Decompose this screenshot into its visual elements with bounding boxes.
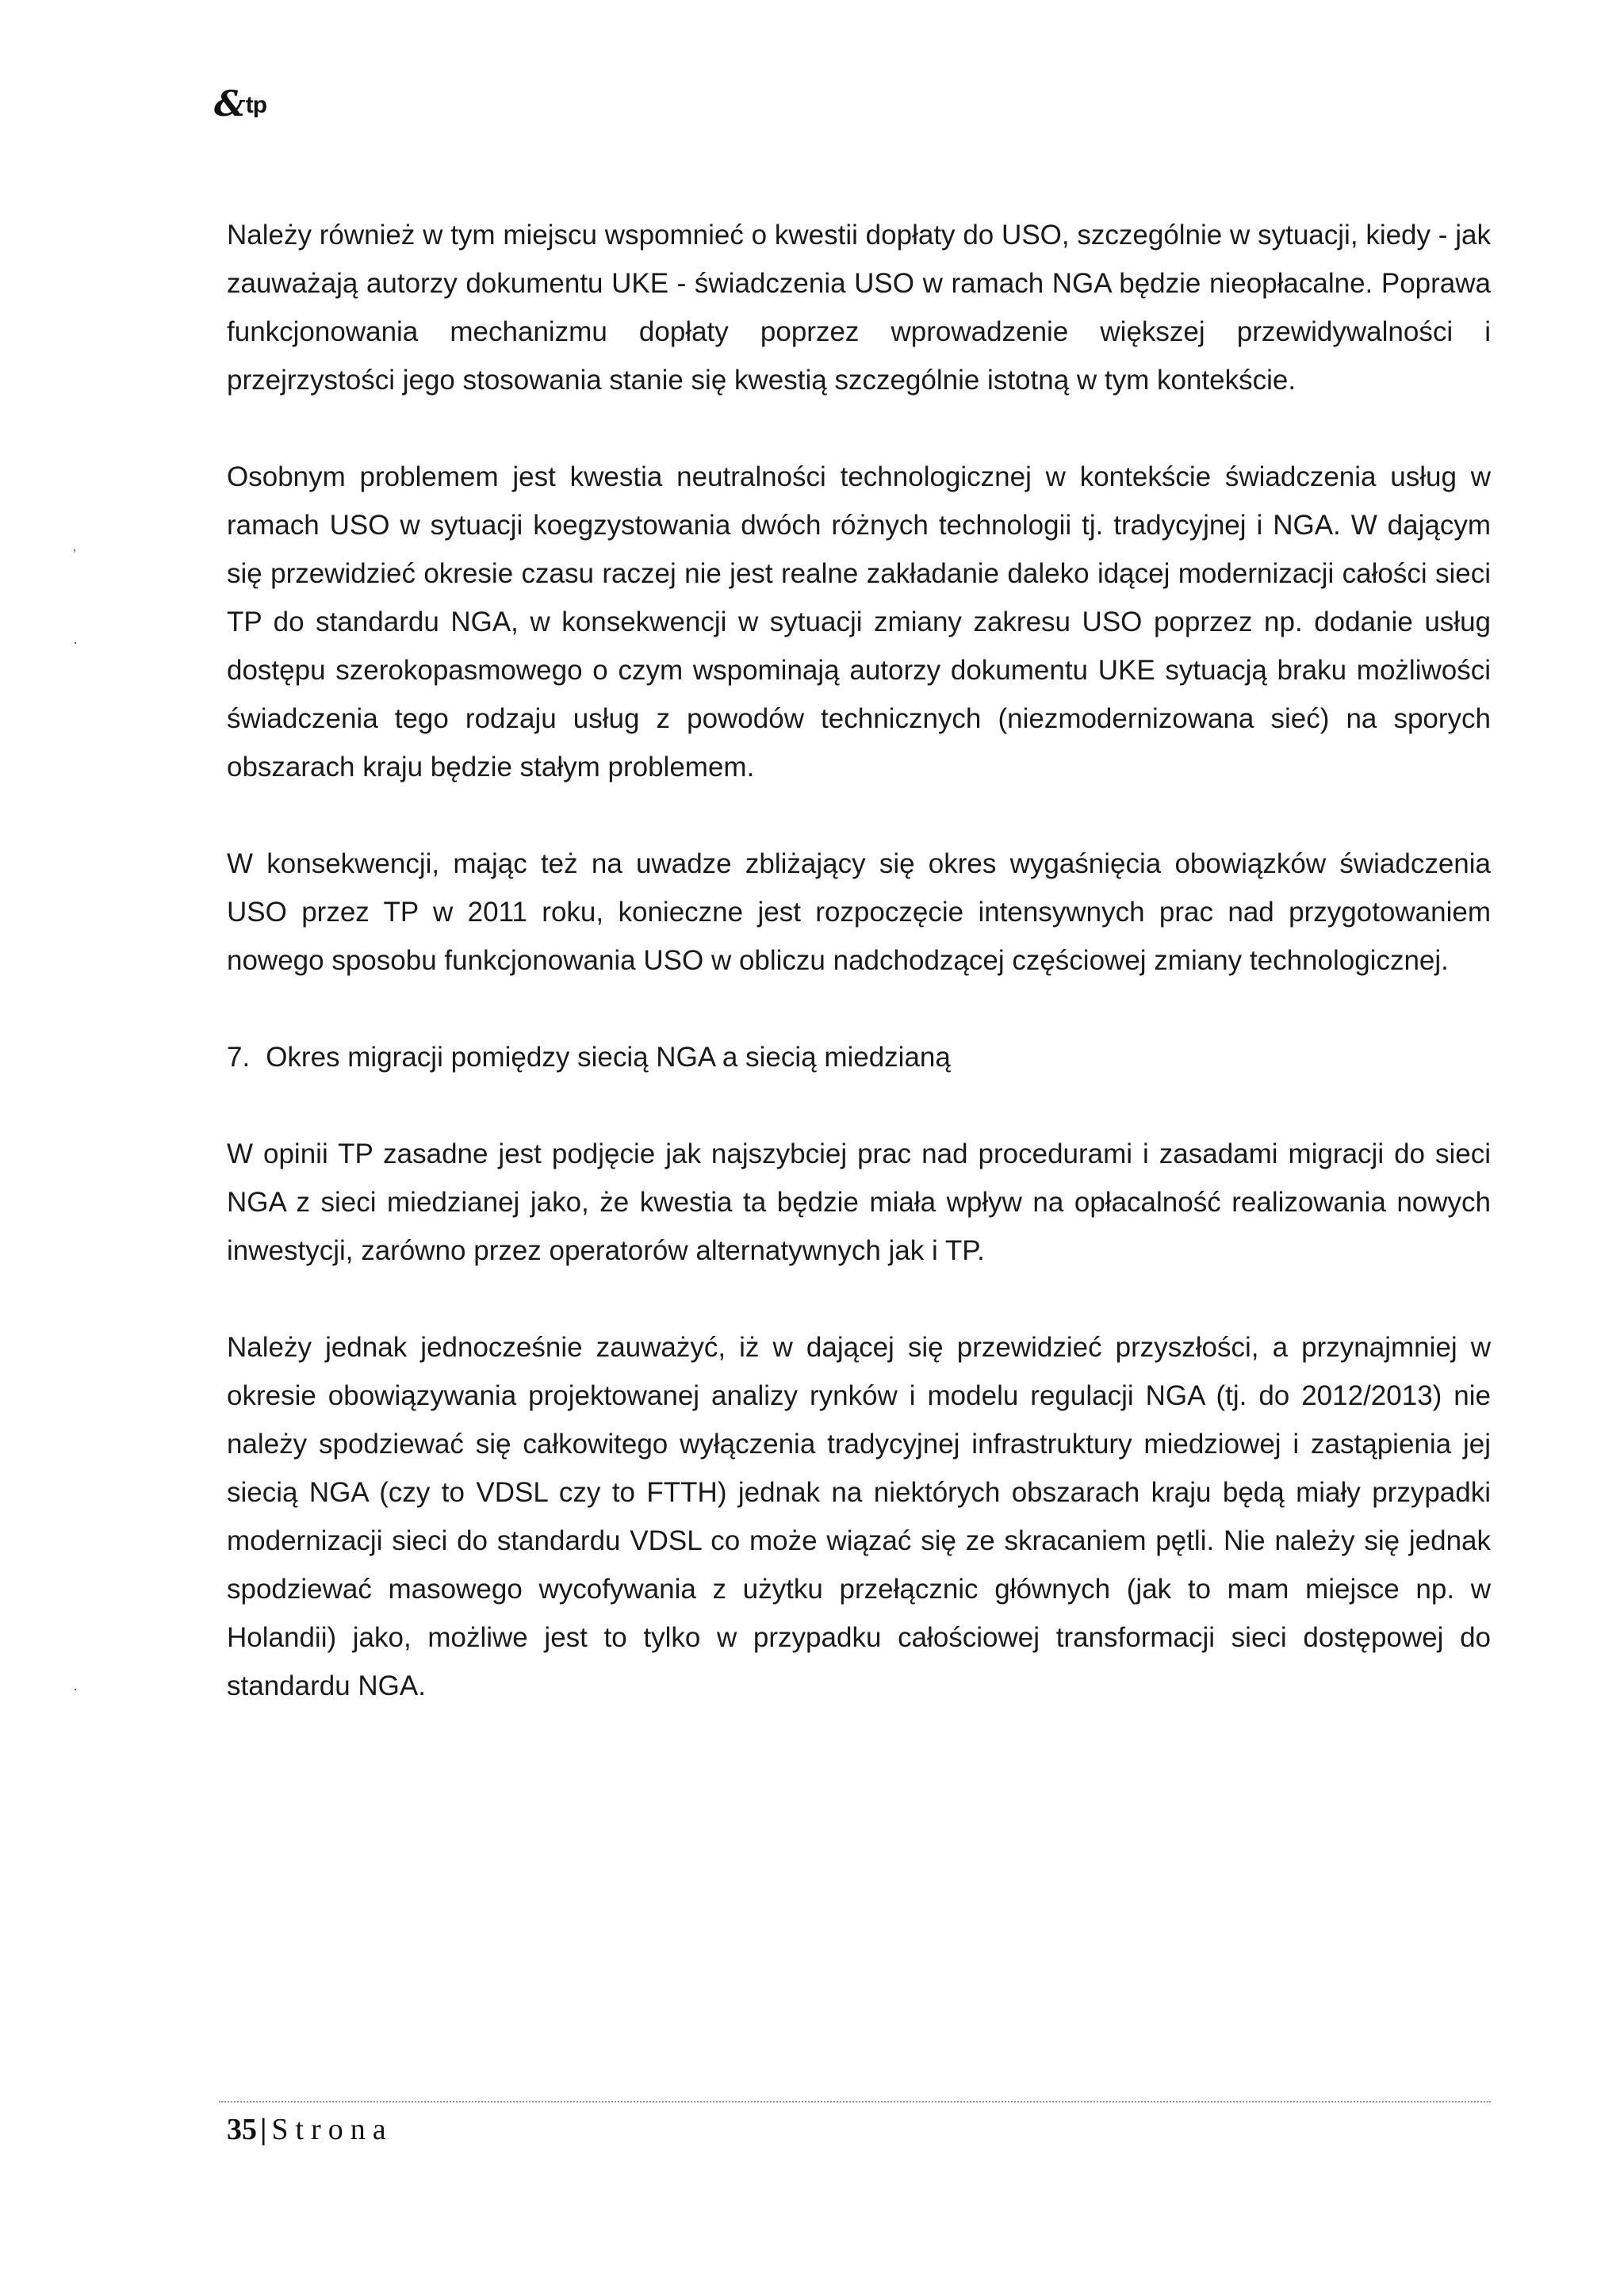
footer-separator: | bbox=[260, 2113, 267, 2146]
section-heading bbox=[227, 1033, 1491, 1081]
page-number: 35 bbox=[227, 2113, 257, 2146]
paragraph: Należy również w tym miejscu wspomnieć o kwestii dopłaty do USO, szczególnie w sytuacji, kiedy - jak zauważają autorzy dokumentu UKE - świadczenia USO w ramach NGA będzie nieopłacalne. Poprawa funkcjonowania mechanizmu dopłaty poprzez wprowadzenie większej przewidywalności i przejrzystości jego stosowania stanie się kwestią szczególnie istotną w tym kontekście. bbox=[227, 220, 1491, 396]
paragraph: W konsekwencji, mając też na uwadze zbliżający się okres wygaśnięcia obowiązków świadczenia USO przez TP w 2011 roku, konieczne jest rozpoczęcie intensywnych prac nad przygotowaniem nowego sposobu funkcjonowania USO w obliczu nadchodzącej częściowej zmiany technologicznej. bbox=[227, 848, 1491, 976]
section-title: Okres migracji pomiędzy siecią NGA a siecią miedzianą bbox=[266, 1042, 951, 1073]
paragraph: W opinii TP zasadne jest podjęcie jak najszybciej prac nad procedurami i zasadami migracji do sieci NGA z sieci miedzianej jako, że kwestia ta będzie miała wpływ na opłacalność realizowania nowych inwestycji, zarówno przez operatorów alternatywnych jak i TP. bbox=[227, 1138, 1491, 1266]
document-body bbox=[227, 211, 1491, 1758]
logo-text: tp bbox=[245, 92, 267, 118]
margin-mark: · bbox=[73, 1681, 78, 1697]
tp-logo bbox=[214, 84, 266, 124]
paragraph: Osobnym problemem jest kwestia neutralności technologicznej w kontekście świadczenia usług w ramach USO w sytuacji koegzystowania dwóch różnych technologii tj. tradycyjnej i NGA. W dającym się przewidzieć okresie czasu raczej nie jest realne zakładanie daleko idącej modernizacji całości sieci TP do standardu NGA, w konsekwencji w sytuacji zmiany zakresu USO poprzez np. dodanie usług dostępu szerokopasmowego o czym wspominają autorzy dokumentu UKE sytuacją braku możliwości świadczenia tego rodzaju usług z powodów technicznych (niezmodernizowana sieć) na sporych obszarach kraju będzie stałym problemem. bbox=[227, 461, 1491, 783]
logo-ampersand-icon: & bbox=[214, 84, 245, 124]
footer-divider bbox=[219, 2101, 1491, 2103]
margin-mark: · bbox=[73, 634, 78, 650]
paragraph: Należy jednak jednocześnie zauważyć, iż w dającej się przewidzieć przyszłości, a przynajmniej w okresie obowiązywania projektowanej analizy rynków i modelu regulacji NGA (tj. do 2012/2013) nie należy spodziewać się całkowitego wyłączenia tradycyjnej infrastruktury miedziowej i zastąpienia jej siecią NGA (czy to VDSL czy to FTTH) jednak na niektórych obszarach kraju będą miały przypadki modernizacji sieci do standardu VDSL co może wiązać się ze skracaniem pętli. Nie należy się jednak spodziewać masowego wycofywania z użytku przełącznic głównych (jak to mam miejsce np. w Holandii) jako, możliwe jest to tylko w przypadku całościowej transformacji sieci dostępowej do standardu NGA. bbox=[227, 1332, 1491, 1701]
page-footer bbox=[227, 2112, 393, 2147]
page-label: Strona bbox=[271, 2113, 393, 2146]
section-number: 7. bbox=[227, 1042, 251, 1073]
margin-mark: ʼ bbox=[73, 547, 76, 563]
